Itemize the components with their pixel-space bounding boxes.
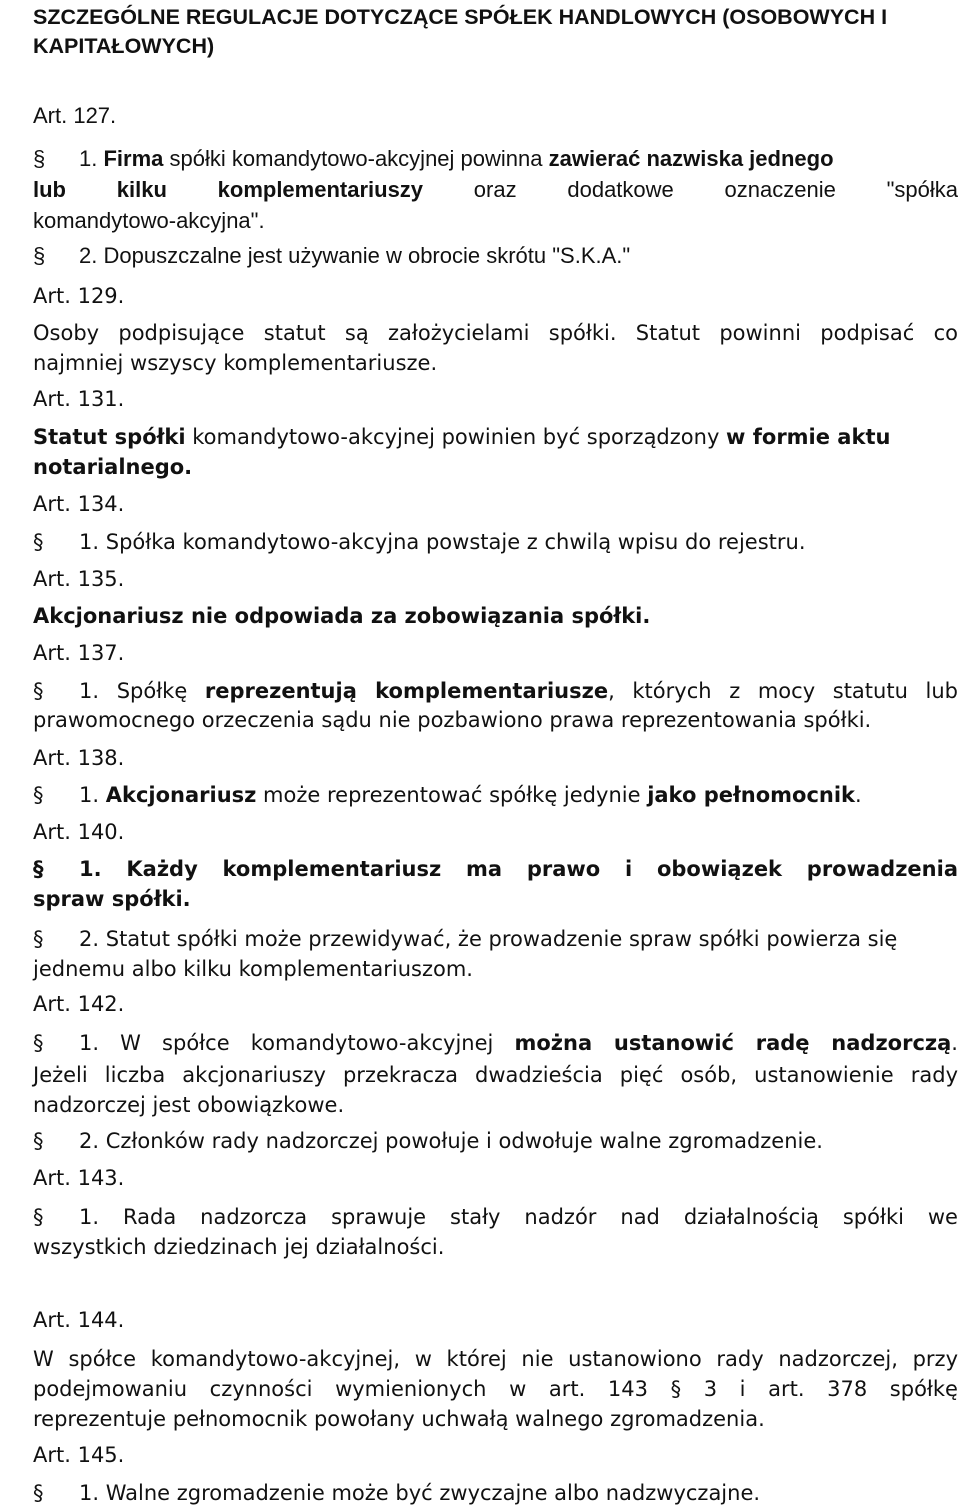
- paragraph-line: Statut spółki komandytowo-akcyjnej powinien być sporządzony w formie aktu: [33, 425, 891, 449]
- section-sign: §: [33, 927, 44, 951]
- section-sign: §: [33, 679, 44, 703]
- paragraph-line: reprezentuje pełnomocnik powołany uchwałą walnego zgromadzenia.: [33, 1407, 765, 1431]
- article-heading: Art. 137.: [33, 641, 125, 665]
- paragraph: § 1. Akcjonariusz może reprezentować spółkę jedynie jako pełnomocnik.: [33, 783, 862, 807]
- section-sign: §: [670, 1377, 682, 1401]
- paragraph-line: notarialnego.: [33, 455, 193, 479]
- paragraph-line: prawomocnego orzeczenia sądu nie pozbawiono prawa reprezentowania spółki.: [33, 708, 872, 732]
- section-sign: §: [33, 1481, 44, 1505]
- section-sign: §: [33, 530, 44, 554]
- paragraph-line: Osoby podpisujące statut są założycielami spółki. Statut powinni podpisać co: [33, 321, 958, 345]
- paragraph-line: Jeżeli liczba akcjonariuszy przekracza dwadzieścia pięć osób, ustanowienie rady: [33, 1063, 958, 1087]
- paragraph: § 1. Rada nadzorcza sprawuje stały nadzór nad działalnością spółki we: [33, 1205, 958, 1229]
- paragraph-line: Akcjonariusz nie odpowiada za zobowiązania spółki.: [33, 604, 651, 628]
- article-heading: Art. 142.: [33, 992, 125, 1016]
- article-heading: Art. 143.: [33, 1166, 125, 1190]
- paragraph: § 1. Firma spółki komandytowo-akcyjnej powinna zawierać nazwiska jednego: [33, 146, 834, 171]
- section-sign: §: [33, 1129, 44, 1153]
- article-heading: Art. 127.: [33, 103, 117, 128]
- paragraph-line: komandytowo-akcyjna".: [33, 208, 265, 233]
- paragraph: § 2. Statut spółki może przewidywać, że prowadzenie spraw spółki powierza się: [33, 927, 898, 951]
- document-title-line-2: KAPITAŁOWYCH): [33, 34, 215, 58]
- paragraph: § 1. Walne zgromadzenie może być zwyczajne albo nadzwyczajne.: [33, 1481, 761, 1505]
- section-sign: §: [33, 146, 46, 171]
- paragraph-line: spraw spółki.: [33, 887, 191, 911]
- paragraph: § 1. Każdy komplementariusz ma prawo i obowiązek prowadzenia: [33, 857, 958, 881]
- paragraph: § 2. Dopuszczalne jest używanie w obrocie skrótu "S.K.A.": [33, 243, 631, 268]
- paragraph: § 1. W spółce komandytowo-akcyjnej można ustanowić radę nadzorczą.: [33, 1031, 958, 1055]
- paragraph-line: najmniej wszyscy komplementariusze.: [33, 351, 438, 375]
- document-title-line-1: SZCZEGÓLNE REGULACJE DOTYCZĄCE SPÓŁEK HANDLOWYCH (OSOBOWYCH I: [33, 5, 888, 29]
- section-sign: §: [33, 857, 44, 881]
- article-heading: Art. 134.: [33, 492, 125, 516]
- article-heading: Art. 145.: [33, 1443, 125, 1467]
- article-heading: Art. 138.: [33, 746, 125, 770]
- paragraph: § 1. Spółkę reprezentują komplementariusze, których z mocy statutu lub: [33, 679, 958, 703]
- section-sign: §: [33, 243, 46, 268]
- paragraph-line: W spółce komandytowo-akcyjnej, w której nie ustanowiono rady nadzorczej, przy: [33, 1347, 958, 1371]
- paragraph: § 1. Spółka komandytowo-akcyjna powstaje z chwilą wpisu do rejestru.: [33, 530, 806, 554]
- section-sign: §: [33, 783, 44, 807]
- article-heading: Art. 144.: [33, 1308, 125, 1332]
- article-heading: Art. 135.: [33, 567, 125, 591]
- paragraph-line: podejmowaniu czynności wymienionych w art. 143 § 3 i art. 378 spółkę: [33, 1377, 958, 1401]
- section-sign: §: [33, 1031, 44, 1055]
- paragraph-line: nadzorczej jest obowiązkowe.: [33, 1093, 345, 1117]
- paragraph-line: jednemu albo kilku komplementariuszom.: [33, 957, 473, 981]
- article-heading: Art. 129.: [33, 284, 125, 308]
- article-heading: Art. 131.: [33, 387, 125, 411]
- paragraph: § 2. Członków rady nadzorczej powołuje i odwołuje walne zgromadzenie.: [33, 1129, 823, 1153]
- paragraph-line: wszystkich dziedzinach jej działalności.: [33, 1235, 445, 1259]
- paragraph-line: lub kilku komplementariuszy oraz dodatkowe oznaczenie "spółka: [33, 177, 958, 202]
- article-heading: Art. 140.: [33, 820, 125, 844]
- section-sign: §: [33, 1205, 44, 1229]
